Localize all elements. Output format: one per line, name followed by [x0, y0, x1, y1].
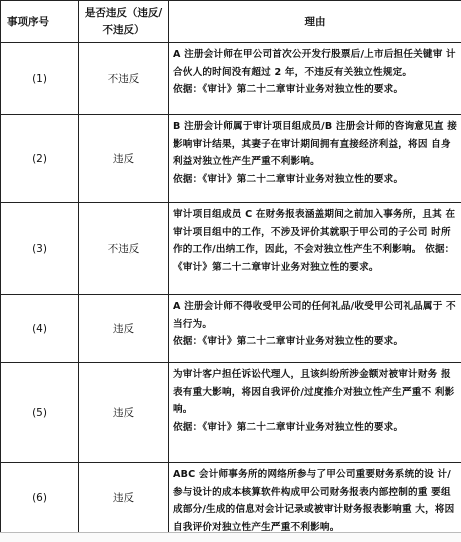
violation-value: 违反 — [79, 295, 169, 363]
header-violation — [79, 1, 169, 43]
header-violation-line2: 不违反） — [79, 22, 168, 39]
reason-cell — [169, 363, 461, 463]
table-row — [1, 363, 461, 463]
reason-text: A 注册会计师在甲公司首次公开发行股票后/上市后担任关键审 计合伙人的时间没有超过 2 年，不违反有关独立性规定。 — [173, 46, 457, 81]
reason-cell — [169, 203, 461, 295]
item-no: (5) — [1, 363, 79, 463]
violation-value: 违反 — [79, 115, 169, 203]
reason-text: ABC 会计师事务所的网络所参与了甲公司重要财务系统的设 计/参与设计的成本核算软件构成甲公司财务报表内部控制的重 要组成部分/生成的信息对会计记录或被审计财务报表影响重 大，将因自我评价对独立性产生严重不利影响。 — [173, 466, 457, 532]
violation-value: 违反 — [79, 363, 169, 463]
reason-basis: 依据：《审计》第二十二章审计业务对独立性的要求。 — [173, 81, 457, 99]
header-item-no: 事项序号 — [1, 1, 79, 43]
header-violation-line1: 是否违反（违反/ — [79, 5, 168, 22]
reason-text: A 注册会计师不得收受甲公司的任何礼品/收受甲公司礼品属于 不当行为。 — [173, 298, 457, 333]
item-no: (3) — [1, 203, 79, 295]
reason-text: 审计项目组成员 C 在财务报表涵盖期间之前加入事务所，且其 在审计项目组中的工作，不涉及评价其就职于甲公司的子公司 时所作的工作/出纳工作，因此，不会对独立性产生不利影响。 依据：《审计》第二十二章审计业务对独立性的要求。 — [173, 206, 457, 276]
item-no: (1) — [1, 43, 79, 115]
violation-value: 不违反 — [79, 203, 169, 295]
item-no: (6) — [1, 463, 79, 533]
reason-basis: 依据：《审计》第二十二章审计业务对独立性的要求。 — [173, 171, 457, 189]
reason-text: B 注册会计师属于审计项目组成员/B 注册会计师的咨询意见直 接影响审计结果，其妻子在审计期间拥有直接经济利益，将因 自身利益对独立性产生严重不利影响。 — [173, 118, 457, 171]
header-row — [1, 1, 461, 43]
reason-text: 为审计客户担任诉讼代理人，且该纠纷所涉金额对被审计财务 报表有重大影响，将因自我评价/过度推介对独立性产生严重不 利影响。 — [173, 366, 457, 419]
reason-basis: 依据：《审计》第二十二章审计业务对独立性的要求。 — [173, 419, 457, 437]
table-row — [1, 295, 461, 363]
reason-basis: 依据：《审计》第二十二章审计业务对独立性的要求。 — [173, 333, 457, 351]
violation-value: 不违反 — [79, 43, 169, 115]
table-row — [1, 203, 461, 295]
reason-cell — [169, 43, 461, 115]
violation-value: 违反 — [79, 463, 169, 533]
reason-cell — [169, 115, 461, 203]
item-no: (4) — [1, 295, 79, 363]
table-row — [1, 463, 461, 533]
table-row — [1, 43, 461, 115]
reason-cell — [169, 463, 461, 533]
header-reason: 理由 — [169, 1, 461, 43]
reason-cell — [169, 295, 461, 363]
table-row — [1, 115, 461, 203]
item-no: (2) — [1, 115, 79, 203]
